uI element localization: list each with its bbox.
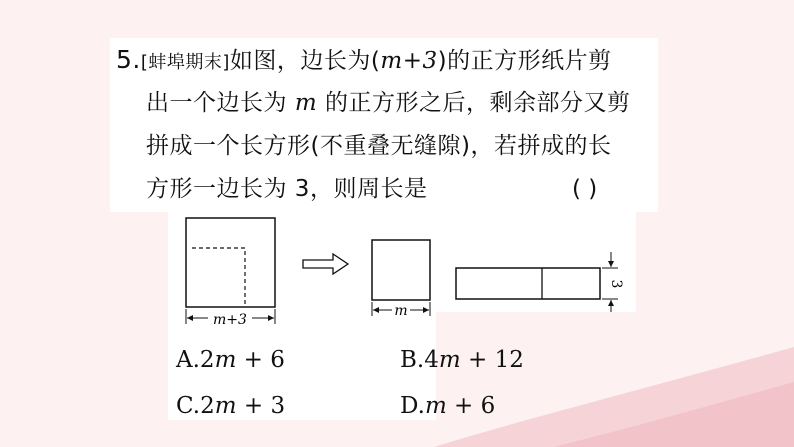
question-line-1	[116, 44, 612, 79]
big-square	[186, 218, 275, 307]
question-line-3	[146, 130, 611, 162]
variable-m: m	[294, 90, 318, 116]
question-source: [蚌埠期末]	[140, 52, 230, 73]
question-number: 5.	[116, 45, 141, 74]
question-line-4	[146, 173, 427, 205]
question-text: 的正方形之后，剩余部分又剪	[324, 90, 631, 116]
label-m-plus-3: m+3	[213, 312, 247, 328]
small-square	[372, 240, 430, 300]
option-b[interactable]: B.4m + 12	[400, 347, 524, 373]
question-text: 出一个边长为	[146, 90, 287, 116]
long-rectangle	[456, 268, 600, 299]
inner-square-dashed	[192, 248, 245, 307]
option-a[interactable]: A.2m + 6	[176, 347, 285, 373]
label-m: m	[394, 303, 408, 319]
question-text: )的正方形纸片剪	[437, 48, 612, 74]
option-d[interactable]: D.m + 6	[400, 393, 496, 419]
variable-m-plus-3: m+3	[380, 48, 438, 74]
answer-bracket: ( )	[572, 176, 598, 202]
question-text: 拼成一个长方形(不重叠无缝隙)，若拼成的长	[146, 133, 612, 159]
label-3: 3	[608, 279, 624, 289]
figure-diagram	[170, 212, 640, 332]
question-line-2	[146, 87, 630, 119]
option-c[interactable]: C.2m + 3	[176, 393, 286, 419]
question-text: 方形一边长为 3，则周长是	[146, 176, 428, 202]
question-text: 如图，边长为(	[229, 48, 381, 74]
arrow-icon	[303, 254, 348, 274]
